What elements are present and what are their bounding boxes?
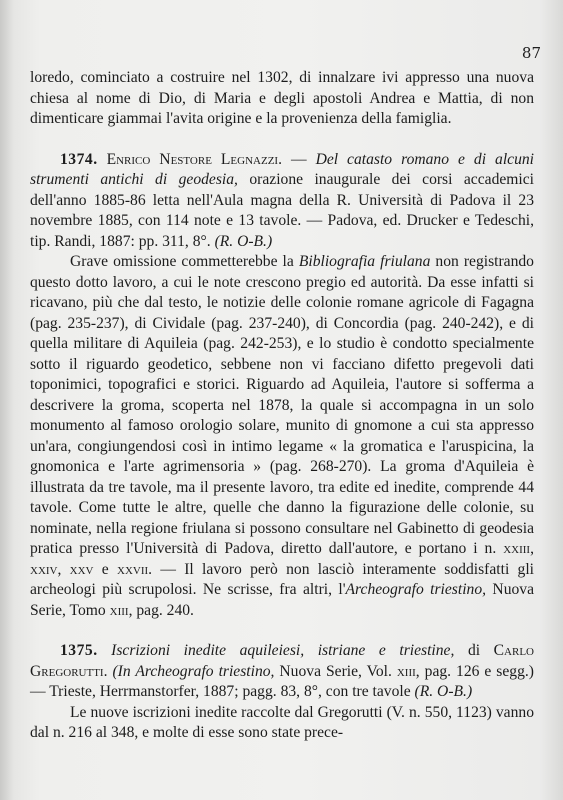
body-text: Grave omissione commetterebbe la	[70, 253, 299, 270]
entry-italic: (In Archeografo triestino,	[112, 662, 275, 680]
entry-1375-body: Le nuove iscrizioni inedite raccolte dal Gregorutti (V. n. 550, 1123) vanno dal n. 216 al 348, e molte di esse sono state prece-	[30, 703, 534, 741]
entry-sigla: (R. O-B.)	[414, 683, 473, 700]
entry-description: orazione inaugurale dei corsi accademici dell'anno 1885-86 letta nell'Aula magna della R. Università di Padova il 23 novembre 1885, con 114 note e 13 tavole. — Padova, ed. Drucker e Tedeschi, tip. Randi, 1887: pp. 311, 8°.	[30, 171, 534, 250]
body-roman-numerals: xiii	[109, 601, 129, 619]
entry-author: Enrico Nestore Legnazzi.	[106, 150, 282, 168]
entry-1374-heading	[30, 150, 534, 253]
body-text: e	[93, 560, 117, 578]
body-roman-numerals: xxiii, xxiv, xxv	[30, 540, 534, 578]
entry-dash: —	[282, 150, 316, 168]
entry-text: Nuova Serie, Vol.	[274, 662, 397, 680]
entry-text: , pag. 126 e segg.) — Trieste, Herrmanstorfer, 1887; pagg. 83, 8°, con tre tavole	[30, 662, 534, 700]
entry-roman-numerals: xiii	[396, 662, 416, 680]
body-text: , pag. 240.	[128, 601, 194, 619]
entry-title: Del catasto romano e di alcuni strumenti antichi di geodesia,	[30, 150, 534, 188]
entry-1374-body	[30, 252, 534, 621]
body-text: . — Il lavoro però non lasciò interamente soddisfatti gli archeologi più scrupolosi. Ne scrisse, fra altri, l'	[30, 560, 535, 598]
entry-author: Carlo Gregorutti.	[30, 642, 534, 680]
entry-number: 1374.	[60, 150, 98, 168]
entry-title: Iscrizioni inedite aquileiesi, istriane e triestine,	[111, 642, 455, 659]
body-italic: Archeografo triestino,	[345, 581, 487, 598]
page-body	[30, 68, 534, 744]
body-roman-numerals: xxvii	[117, 560, 149, 578]
body-text: Nuova Serie, Tomo	[30, 581, 535, 619]
body-italic: Bibliografia friulana	[298, 253, 431, 270]
entry-by: di	[454, 642, 494, 659]
entry-1375-heading	[30, 641, 534, 703]
page-number: 87	[521, 44, 541, 62]
entry-sigla: (R. O-B.)	[214, 232, 273, 250]
intro-paragraph: loredo, cominciato a costruire nel 1302, di innalzare ivi appresso una nuova chiesa al nome di Dio, di Maria e degli apostoli Andrea e Mattia, di non dimenticare giammai l'avita origine e la provenienza della famiglia.	[30, 69, 534, 127]
entry-number: 1375.	[60, 642, 98, 659]
body-text: non registrando questo dotto lavoro, a cui le note crescono pregio ed autorità. Da esse infatti si ricavano, più che dal testo, le notizie delle colonie romane agricole di Fagagna (pag. 235-237), di Cividale (pag. 237-240), di Concordia (pag. 240-242), e di quella militare di Aquileia (pag. 242-253), e lo studio è condotto specialmente sotto il riguardo geodetico, sebbene non vi facciano difetto pregevoli dati toponimici, topografici e storici. Riguardo ad Aquileia, l'autore si sofferma a descrivere la groma, scoperta nel 1878, la quale si accompagna in un solo monumento al famoso orologio solare, munito di gnomone a cui sta appresso un'ara, congiungendosi così in intimo legame « la gromatica e l'aruspicina, la gnomonica e l'arte agrimensoria » (pag. 268-270). La groma d'Aquileia è illustrata da tre tavole, ma il presente lavoro, tra edite ed inedite, comprende 44 tavole. Come tutte le altre, quelle che danno la figurazione delle colonie, su nominate, nella regione friulana si possono consultare nel Gabinetto di geodesia pratica presso l'Università di Padova, diretto dall'autore, e portano i n.	[30, 253, 534, 557]
